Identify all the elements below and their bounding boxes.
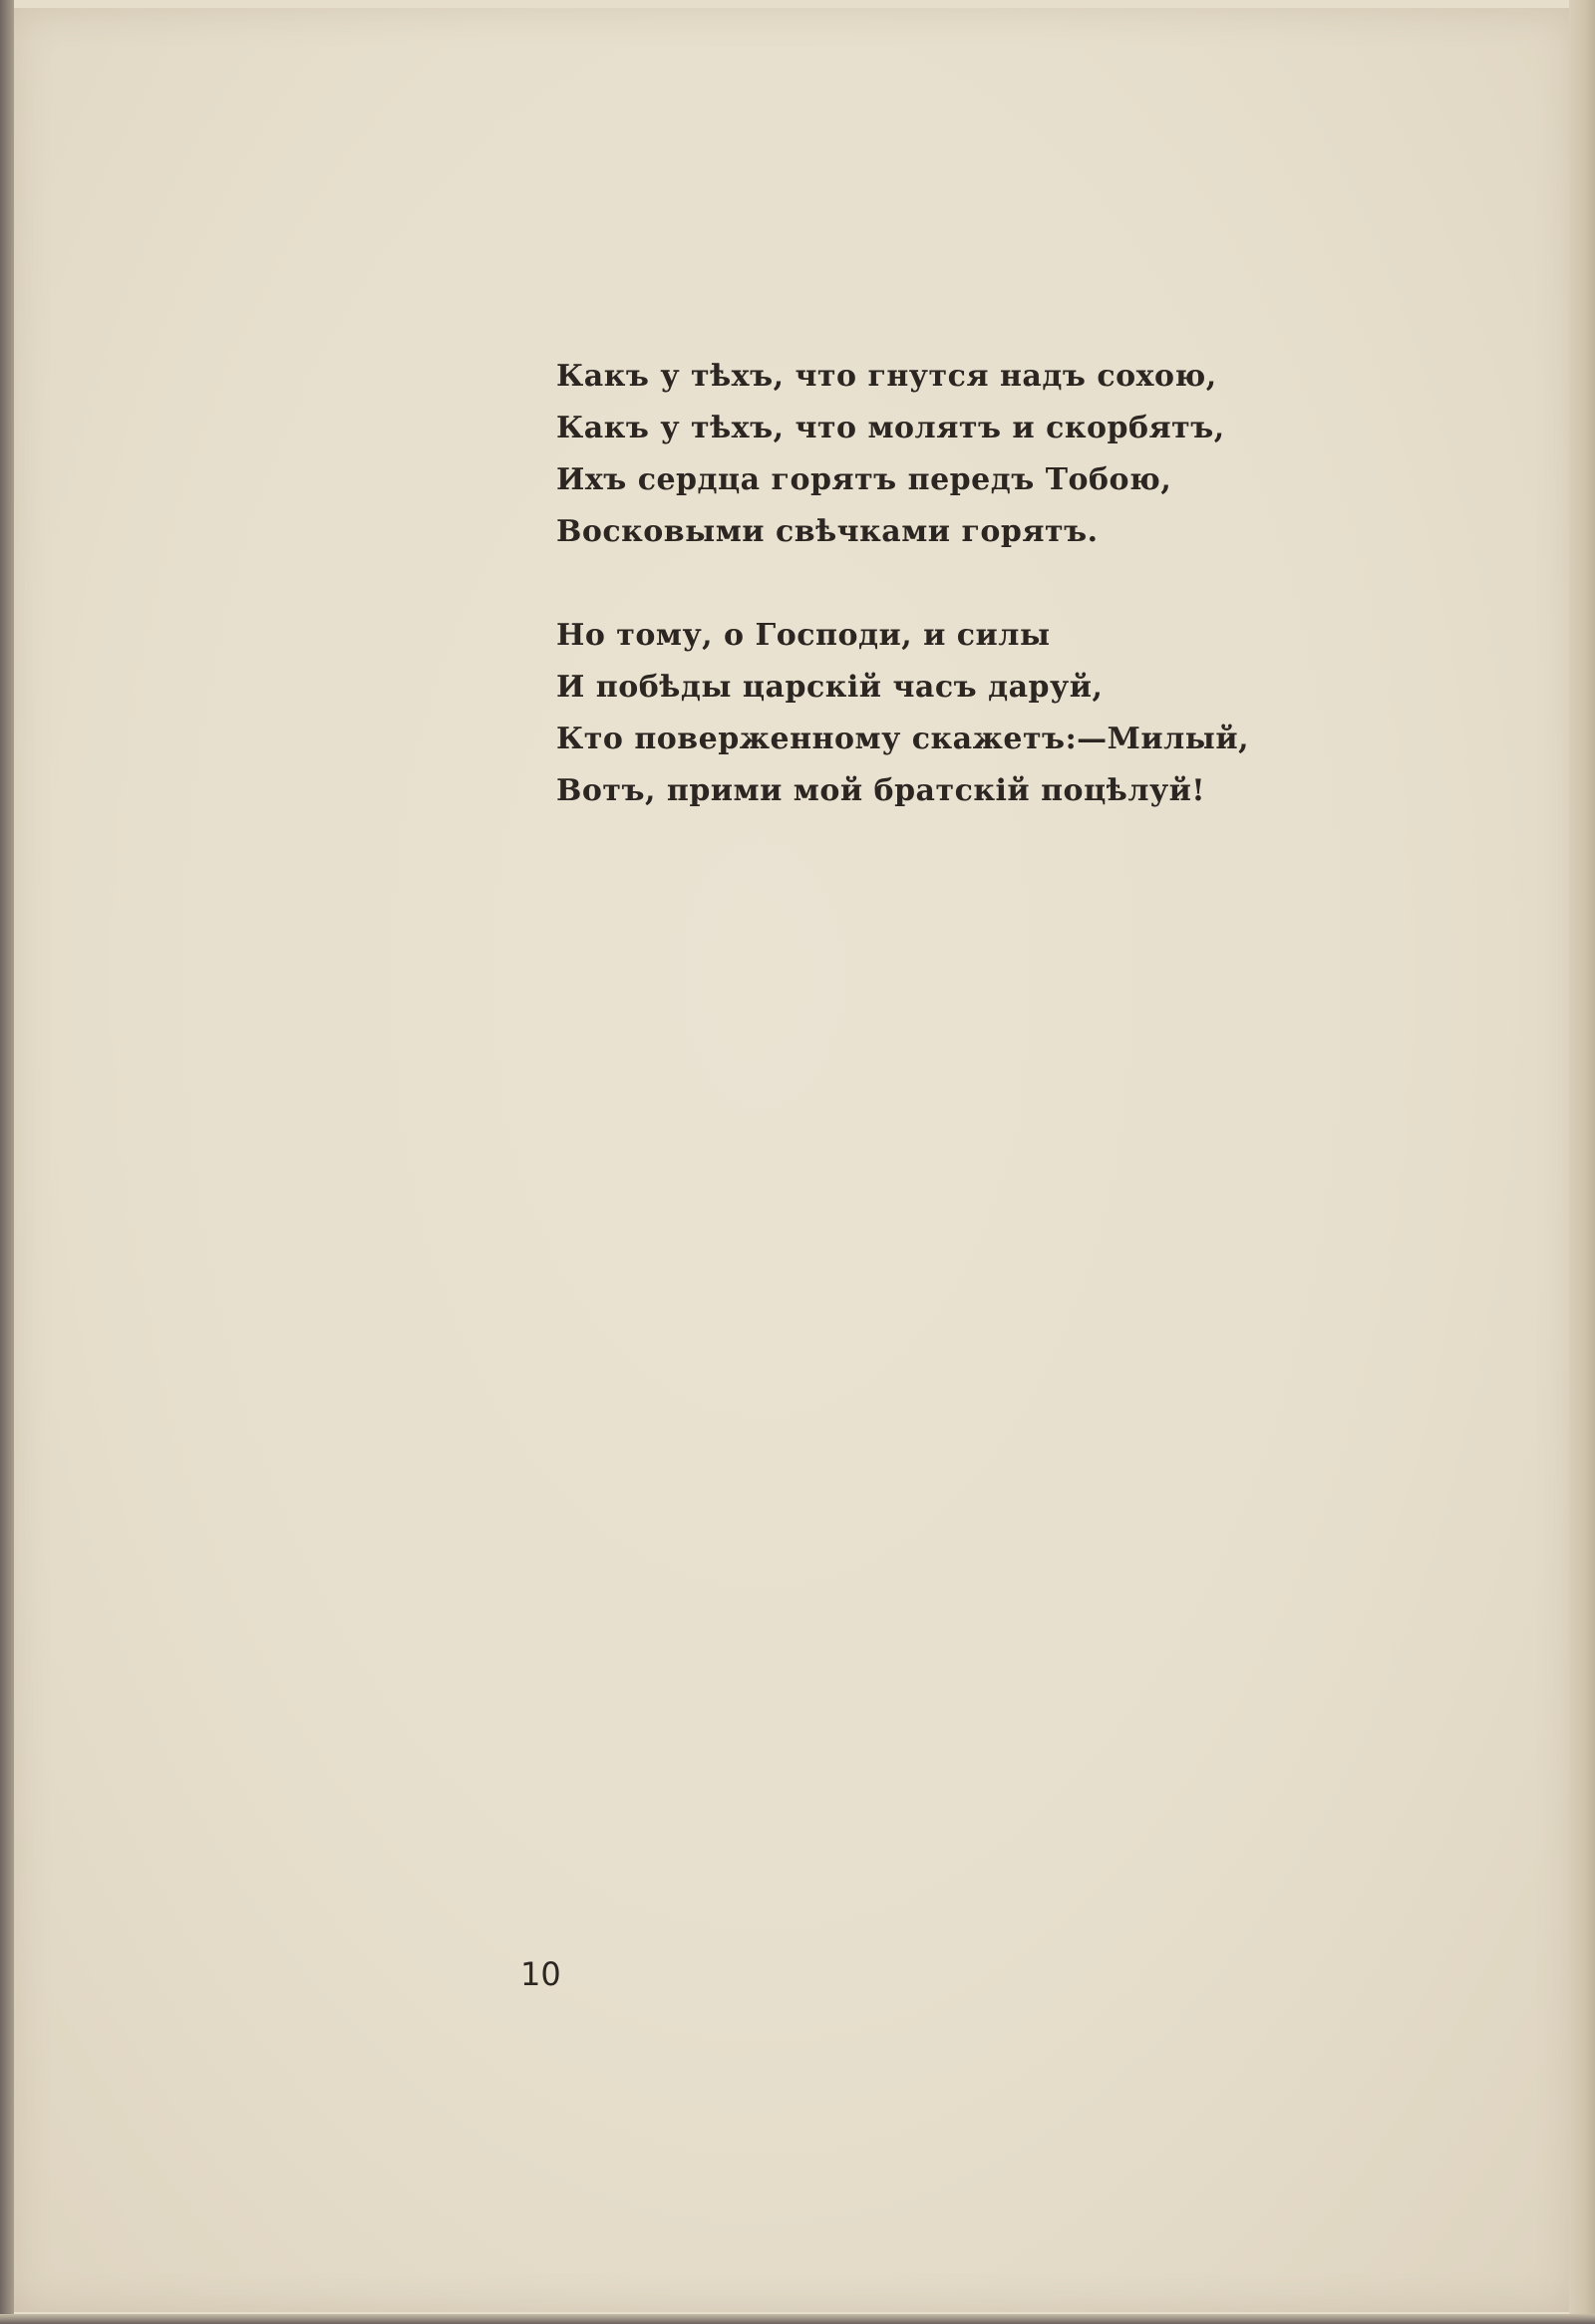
stanza-1 [556, 351, 1225, 558]
poem-line: Но тому, о Господи, и силы [556, 618, 1051, 653]
page-bottom-edge [0, 2314, 1595, 2324]
poem-line: Кто поверженному скажетъ:—Милый, [556, 722, 1250, 756]
page-number: 10 [520, 1955, 561, 1993]
poem-line: Какъ у тѣхъ, что молятъ и скорбятъ, [556, 411, 1225, 445]
page-right-edge [1569, 0, 1595, 2324]
poem-line: Восковыми свѣчками горятъ. [556, 514, 1099, 549]
poem-line: Какъ у тѣхъ, что гнутся надъ сохою, [556, 359, 1217, 394]
poem-line: И побѣды царскій часъ даруй, [556, 670, 1104, 705]
page-left-edge [0, 0, 14, 2324]
stanza-2 [556, 610, 1250, 817]
poem-line: Ихъ сердца горятъ передъ Тобою, [556, 462, 1172, 497]
poem [556, 351, 1250, 869]
poem-line: Вотъ, прими мой братскій поцѣлуй! [556, 773, 1206, 808]
